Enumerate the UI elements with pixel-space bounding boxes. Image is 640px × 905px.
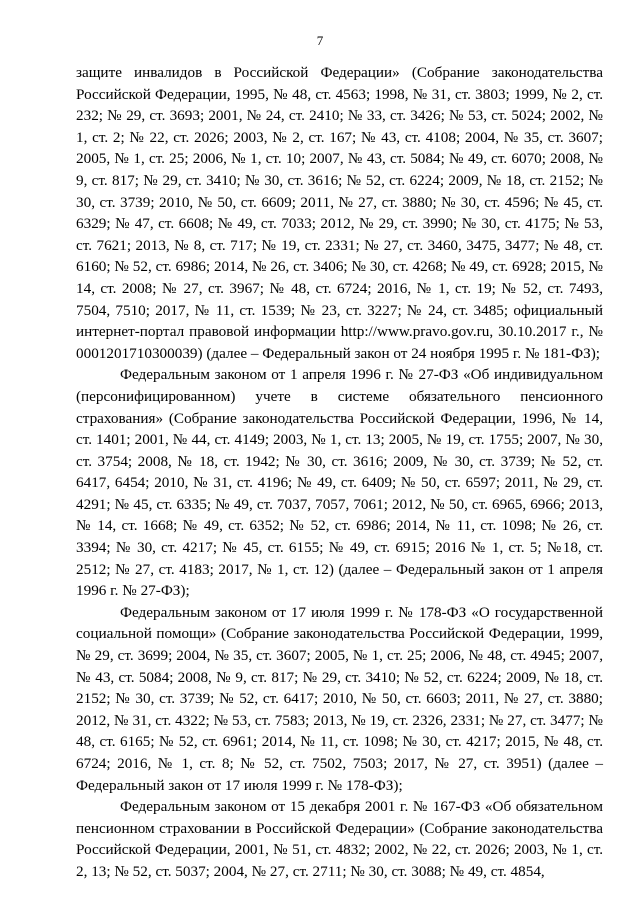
page-number: 7 — [316, 33, 324, 48]
paragraph-law-27-fz: Федеральным законом от 1 апреля 1996 г. № 27-ФЗ «Об индивидуальном (персонифицированном) учете в системе обязательного пенсионного страхования» (Собрание законодательства Российской Федерации, 1996, № 14, ст. 1401; 2001, № 44, ст. 4149; 2003, № 1, ст. 13; 2005, № 19, ст. 1755; 2007, № 30, ст. 3754; 2008, № 18, ст. 1942; № 30, ст. 3616; 2009, № 30, ст. 3739; № 52, ст. 6417, 6454; 2010, № 31, ст. 4196; № 49, ст. 6409; № 50, ст. 6597; 2011, № 29, ст. 4291; № 45, ст. 6335; № 49, ст. 7037, 7057, 7061; 2012, № 50, ст. 6965, 6966; 2013, № 14, ст. 1668; № 49, ст. 6352; № 52, ст. 6986; 2014, № 11, ст. 1098; № 26, ст. 3394; № 30, ст. 4217; № 45, ст. 6155; № 49, ст. 6915; 2016 № 1, ст. 5; №18, ст. 2512; № 27, ст. 4183; 2017, № 1, ст. 12) (далее – Федеральный закон от 1 апреля 1996 г. № 27-ФЗ); — [76, 366, 603, 600]
paragraph-continuation: защите инвалидов в Российской Федерации» (Собрание законодательства Российской Федерации, 1995, № 48, ст. 4563; 1998, № 31, ст. 3803; 1999, № 2, ст. 232; № 29, ст. 3693; 2001, № 24, ст. 2410; № 33, ст. 3426; № 53, ст. 5024; 2002, № 1, ст. 2; № 22, ст. 2026; 2003, № 2, ст. 167; № 43, ст. 4108; 2004, № 35, ст. 3607; 2005, № 1, ст. 25; 2006, № 1, ст. 10; 2007, № 43, ст. 5084; № 49, ст. 6070; 2008, № 9, ст. 817; № 29, ст. 3410; № 30, ст. 3616; № 52, ст. 6224; 2009, № 18, ст. 2152; № 30, ст. 3739; 2010, № 50, ст. 6609; 2011, № 27, ст. 3880; № 30, ст. 4596; № 45, ст. 6329; № 47, ст. 6608; № 49, ст. 7033; 2012, № 29, ст. 3990; № 30, ст. 4175; № 53, ст. 7621; 2013, № 8, ст. 717; № 19, ст. 2331; № 27, ст. 3460, 3475, 3477; № 48, ст. 6160; № 52, ст. 6986; 2014, № 26, ст. 3406; № 30, ст. 4268; № 49, ст. 6928; 2015, № 14, ст. 2008; № 27, ст. 3967; № 48, ст. 6724; 2016, № 1, ст. 19; № 52, ст. 7493, 7504, 7510; 2017, № 11, ст. 1539; № 23, ст. 3227; № 24, ст. 3485; официальный интернет-портал правовой информации http://www.pravo.gov.ru, 30.10.2017 г., № 0001201710300039) (далее – Федеральный закон от 24 ноября 1995 г. № 181-ФЗ); — [76, 64, 603, 362]
document-body — [76, 62, 603, 883]
paragraph-law-167-fz: Федеральным законом от 15 декабря 2001 г. № 167-ФЗ «Об обязательном пенсионном страховании в Российской Федерации» (Собрание законодательства Российской Федерации, 2001, № 51, ст. 4832; 2002, № 22, ст. 2026; 2003, № 1, ст. 2, 13; № 52, ст. 5037; 2004, № 27, ст. 2711; № 30, ст. 3088; № 49, ст. 4854, — [76, 798, 603, 880]
paragraph-law-178-fz: Федеральным законом от 17 июля 1999 г. № 178-ФЗ «О государственной социальной помощи» (Собрание законодательства Российской Федерации, 1999, № 29, ст. 3699; 2004, № 35, ст. 3607; 2005, № 1, ст. 25; 2006, № 48, ст. 4945; 2007, № 43, ст. 5084; 2008, № 9, ст. 817; № 29, ст. 3410; № 52, ст. 6224; 2009, № 18, ст. 2152; № 30, ст. 3739; № 52, ст. 6417; 2010, № 50, ст. 6603; 2011, № 27, ст. 3880; 2012, № 31, ст. 4322; № 53, ст. 7583; 2013, № 19, ст. 2326, 2331; № 27, ст. 3477; № 48, ст. 6165; № 52, ст. 6961; 2014, № 11, ст. 1098; № 30, ст. 4217; 2015, № 48, ст. 6724; 2016, № 1, ст. 8; № 52, ст. 7502, 7503; 2017, № 27, ст. 3951) (далее –Федеральный закон от 17 июля 1999 г. № 178-ФЗ); — [76, 603, 603, 794]
